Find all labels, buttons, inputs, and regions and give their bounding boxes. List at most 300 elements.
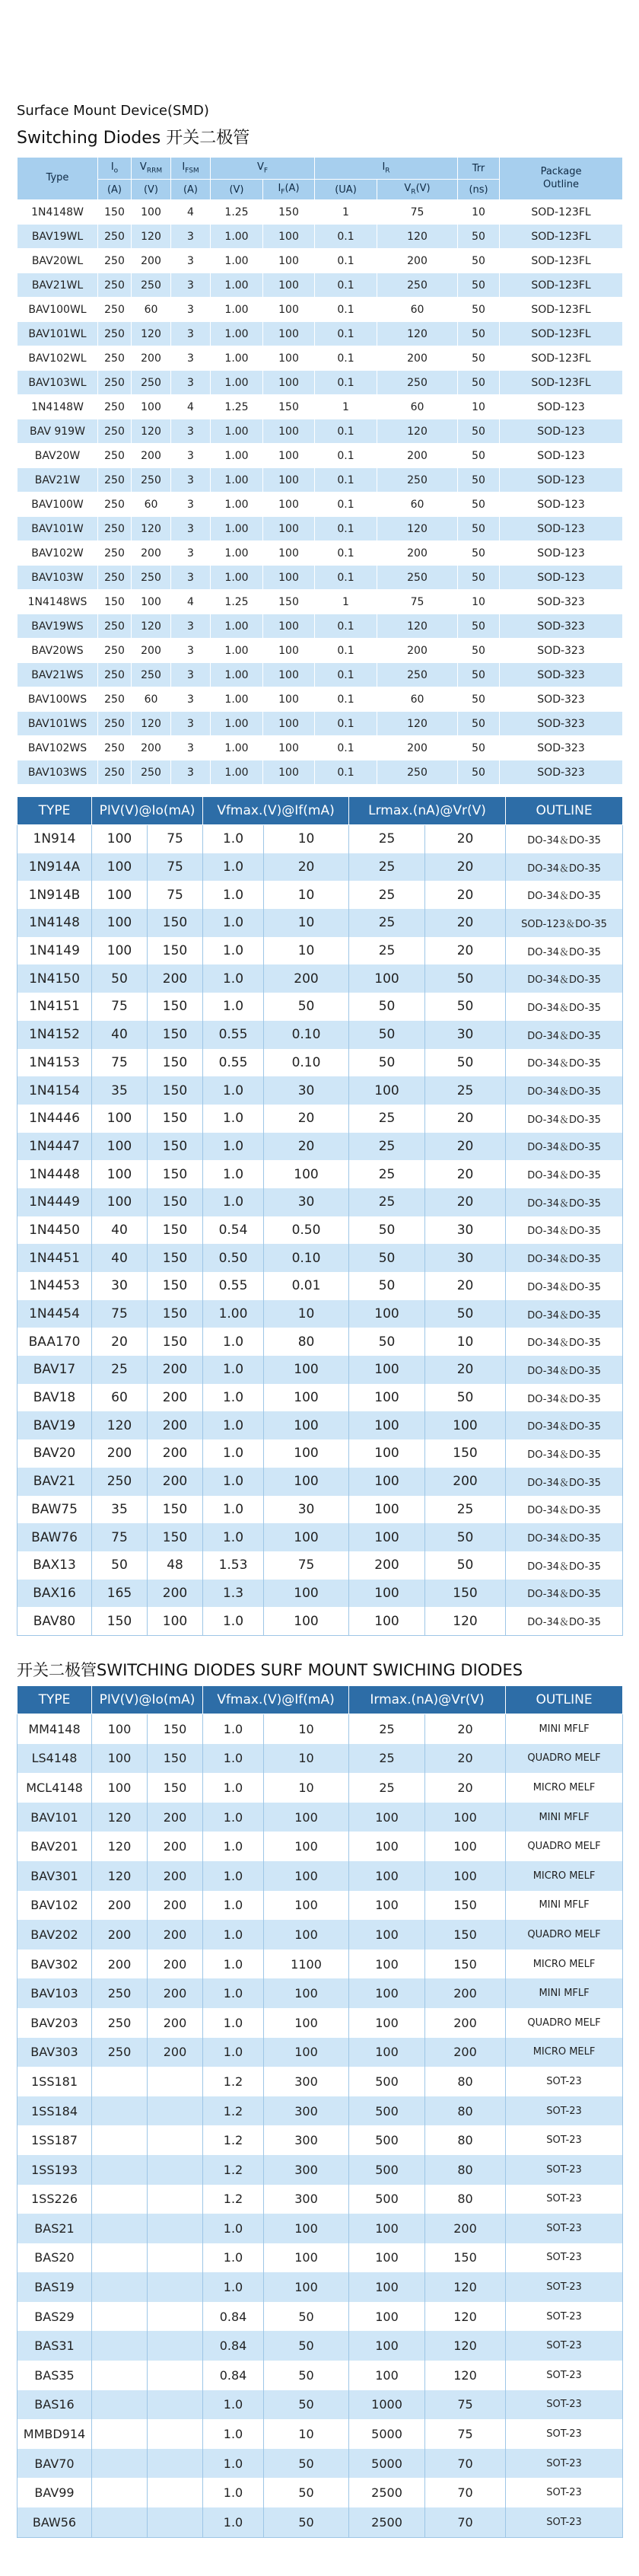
table-cell: 300 — [264, 2067, 349, 2096]
table-cell: 1.2 — [203, 2096, 264, 2126]
header-lrmax: Lrmax.(nA)@Vr(V) — [349, 797, 506, 825]
table-cell: 50 — [264, 2331, 349, 2361]
table-cell: BAV303 — [17, 2038, 92, 2067]
table-cell: 1.0 — [203, 1496, 264, 1524]
table-cell: 250 — [92, 1468, 148, 1496]
table-cell: 100 — [349, 1496, 425, 1524]
table-row — [17, 2008, 623, 2038]
table-cell: 200 — [377, 249, 458, 273]
table-cell: 120 — [377, 712, 458, 736]
table-cell: 1.0 — [203, 993, 264, 1021]
smd-title: Switching Diodes 开关二极管 — [17, 129, 250, 148]
table-cell: 10 — [264, 1300, 349, 1328]
table-cell: 120 — [92, 1861, 148, 1891]
table-row — [17, 1861, 623, 1891]
table-row — [17, 1803, 623, 1832]
table-cell: BAV21 — [17, 1468, 92, 1496]
table-cell: 250 — [98, 322, 132, 346]
table-cell: 0.84 — [203, 2361, 264, 2390]
table-cell: 1.0 — [203, 1832, 264, 1861]
table-row — [17, 825, 623, 853]
table-cell: 10 — [458, 395, 500, 419]
table-row — [17, 1439, 623, 1468]
table-cell: BAV21WS — [17, 663, 98, 687]
table-cell: 100 — [349, 2361, 425, 2390]
table-cell: 10 — [264, 825, 349, 853]
table-cell: 150 — [148, 1188, 203, 1216]
table-cell: 1.0 — [203, 2449, 264, 2479]
table-cell: 100 — [349, 1832, 425, 1861]
table-cell: 50 — [458, 371, 500, 395]
table-cell: 250 — [377, 760, 458, 785]
table-row — [17, 909, 623, 937]
table-cell: 80 — [425, 2125, 506, 2155]
table-cell: 1SS184 — [17, 2096, 92, 2126]
table-row — [17, 663, 623, 687]
table-cell: 0.1 — [315, 614, 377, 639]
table-cell: 1.0 — [203, 937, 264, 965]
table-cell — [92, 2214, 148, 2243]
table-cell: 200 — [148, 1891, 203, 1921]
table-cell: 25 — [349, 853, 425, 882]
table-cell: 50 — [458, 468, 500, 493]
table-cell — [148, 2155, 203, 2185]
table-cell: SOT-23 — [506, 2302, 623, 2332]
table-cell: 0.1 — [315, 273, 377, 298]
table-cell: BAV101W — [17, 517, 98, 541]
table-cell: 1.00 — [211, 225, 263, 249]
table-cell: 1.0 — [203, 1160, 264, 1188]
smd-table-body — [17, 200, 623, 785]
table-cell: BAV302 — [17, 1950, 92, 1979]
table-cell: 1.00 — [211, 419, 263, 444]
table-cell: LS4148 — [17, 1744, 92, 1774]
table-row — [17, 687, 623, 712]
table-cell: DO-34＆DO-35 — [506, 1105, 623, 1133]
table-cell: BAV80 — [17, 1607, 92, 1635]
table-cell: 200 — [148, 1803, 203, 1832]
table-cell: 250 — [98, 760, 132, 785]
table-cell: DO-34＆DO-35 — [506, 881, 623, 909]
table-cell: 30 — [425, 1021, 506, 1049]
table-cell: 25 — [349, 909, 425, 937]
table-cell: 100 — [349, 1950, 425, 1979]
table-cell: 1.00 — [211, 298, 263, 322]
table-cell: 1.00 — [203, 1300, 264, 1328]
table-cell: 25 — [349, 1160, 425, 1188]
table-cell: 1.0 — [203, 2390, 264, 2420]
table-cell: 250 — [132, 273, 171, 298]
table-cell: SOD-123 — [500, 444, 623, 468]
table-cell: MM4148 — [17, 1714, 92, 1744]
table-cell: SOT-23 — [506, 2449, 623, 2479]
table-cell: 1SS226 — [17, 2185, 92, 2214]
table-cell — [148, 2302, 203, 2332]
table-cell: 1.25 — [211, 395, 263, 419]
table-cell: DO-34＆DO-35 — [506, 1328, 623, 1356]
table-cell: 250 — [377, 273, 458, 298]
table-cell: SOD-323 — [500, 639, 623, 663]
table-cell: 50 — [349, 1021, 425, 1049]
header-piv: PIV(V)@Io(mA) — [92, 1686, 203, 1714]
header-vrrm: $V_{RRM}$ — [132, 158, 171, 180]
header-row — [17, 797, 623, 825]
table-cell: 1.0 — [203, 1328, 264, 1356]
table-cell: 1.0 — [203, 1411, 264, 1439]
table-cell: DO-34＆DO-35 — [506, 993, 623, 1021]
table-cell: 60 — [377, 298, 458, 322]
table-cell: 3 — [171, 614, 211, 639]
table-cell: 75 — [92, 1049, 148, 1077]
table-cell: 250 — [98, 273, 132, 298]
table-cell: 200 — [148, 1978, 203, 2008]
table-cell: 1.0 — [203, 1468, 264, 1496]
table-row — [17, 1468, 623, 1496]
table-cell: 3 — [171, 371, 211, 395]
table-cell: 0.10 — [264, 1021, 349, 1049]
table-cell: SOT-23 — [506, 2507, 623, 2537]
table-cell: DO-34＆DO-35 — [506, 964, 623, 993]
table-cell: 100 — [263, 225, 315, 249]
table-cell: 1.0 — [203, 964, 264, 993]
table-cell: 200 — [377, 736, 458, 760]
table-cell: BAV 919W — [17, 419, 98, 444]
table-cell: 25 — [349, 937, 425, 965]
table-cell: BAV103WS — [17, 760, 98, 785]
table-cell: SOD-123FL — [500, 322, 623, 346]
table-cell: 20 — [425, 1160, 506, 1188]
table-cell — [92, 2390, 148, 2420]
table-cell: 500 — [349, 2067, 425, 2096]
table-cell: DO-34＆DO-35 — [506, 1049, 623, 1077]
table-cell: 100 — [132, 590, 171, 614]
surface-mount-table-body — [17, 1714, 623, 2538]
table-cell: 100 — [263, 371, 315, 395]
table-cell: MICRO MELF — [506, 1773, 623, 1803]
unit-ir: (UA) — [315, 180, 377, 200]
table-cell: 50 — [349, 993, 425, 1021]
table-row — [17, 712, 623, 736]
table-cell: 100 — [264, 1832, 349, 1861]
table-cell: BAV101 — [17, 1803, 92, 1832]
table-cell: 100 — [349, 1356, 425, 1384]
table-cell: SOD-323 — [500, 687, 623, 712]
table-cell: 250 — [377, 566, 458, 590]
table-cell: 20 — [425, 1188, 506, 1216]
table-cell: 100 — [349, 2008, 425, 2038]
table-cell: SOT-23 — [506, 2331, 623, 2361]
table-cell: 200 — [148, 1920, 203, 1950]
table-cell: 200 — [148, 1411, 203, 1439]
table-cell: 60 — [377, 395, 458, 419]
smd-switching-diodes-table — [17, 157, 623, 785]
table-cell: MINI MFLF — [506, 1891, 623, 1921]
table-cell: 500 — [349, 2185, 425, 2214]
table-cell: 200 — [425, 2214, 506, 2243]
table-cell: 70 — [425, 2449, 506, 2479]
table-cell: SOT-23 — [506, 2214, 623, 2243]
table-cell: 1N914 — [17, 825, 92, 853]
table-row — [17, 1356, 623, 1384]
table-cell: MMBD914 — [17, 2419, 92, 2449]
table-cell: 25 — [92, 1356, 148, 1384]
table-cell: SOD-323 — [500, 760, 623, 785]
table-cell: 150 — [148, 1714, 203, 1744]
table-cell: 20 — [425, 853, 506, 882]
table-cell: 100 — [264, 1803, 349, 1832]
table-row — [17, 395, 623, 419]
table-cell: 250 — [98, 346, 132, 371]
table-cell: BAV17 — [17, 1356, 92, 1384]
table-cell: 200 — [148, 1580, 203, 1608]
table-cell: 50 — [458, 566, 500, 590]
table-cell: DO-34＆DO-35 — [506, 1439, 623, 1468]
table-cell: 1N4449 — [17, 1188, 92, 1216]
table-cell: 150 — [425, 2243, 506, 2273]
table-cell: 250 — [98, 639, 132, 663]
table-cell: BAX13 — [17, 1551, 92, 1580]
table-cell: 250 — [98, 493, 132, 517]
table-cell: SOT-23 — [506, 2185, 623, 2214]
table-cell: SOT-23 — [506, 2272, 623, 2302]
table-cell: 0.1 — [315, 566, 377, 590]
table-cell: 100 — [263, 346, 315, 371]
table-cell: 1.00 — [211, 566, 263, 590]
table-cell: 100 — [92, 853, 148, 882]
table-cell — [148, 2067, 203, 2096]
table-row — [17, 1920, 623, 1950]
table-cell: 60 — [132, 493, 171, 517]
table-cell: 120 — [377, 614, 458, 639]
table-cell — [92, 2478, 148, 2507]
table-cell: 1.0 — [203, 1439, 264, 1468]
table-cell: 200 — [349, 1551, 425, 1580]
table-cell: 0.84 — [203, 2331, 264, 2361]
table-cell: 100 — [263, 760, 315, 785]
table-cell: 150 — [148, 993, 203, 1021]
table-cell: 150 — [148, 1133, 203, 1161]
table-cell: 1.2 — [203, 2185, 264, 2214]
table-cell: 20 — [264, 1105, 349, 1133]
table-cell: SOD-123 — [500, 468, 623, 493]
table-cell: 50 — [425, 1523, 506, 1551]
table-row — [17, 2096, 623, 2126]
table-cell: 100 — [263, 687, 315, 712]
table-row — [17, 493, 623, 517]
table-cell: 1N4150 — [17, 964, 92, 993]
table-cell: 100 — [425, 1411, 506, 1439]
table-cell: 50 — [349, 1216, 425, 1245]
table-cell: 1.00 — [211, 687, 263, 712]
table-cell: 100 — [263, 322, 315, 346]
table-cell: BAV203 — [17, 2008, 92, 2038]
table-cell: SOD-123FL — [500, 346, 623, 371]
surface-mount-switching-diodes-table — [17, 1685, 623, 2538]
table-cell: 100 — [264, 1891, 349, 1921]
table-cell: 3 — [171, 566, 211, 590]
table-cell: 120 — [425, 2331, 506, 2361]
table-cell: 1N4148WS — [17, 590, 98, 614]
table-cell: 3 — [171, 273, 211, 298]
table-cell: 0.1 — [315, 225, 377, 249]
table-cell: 3 — [171, 736, 211, 760]
table-cell: 100 — [263, 736, 315, 760]
table-cell: 500 — [349, 2155, 425, 2185]
table-cell: 1.0 — [203, 2243, 264, 2273]
table-cell: 50 — [425, 1300, 506, 1328]
table-cell: 200 — [92, 1891, 148, 1921]
header-row — [17, 158, 623, 180]
table-cell: 3 — [171, 517, 211, 541]
table-cell: 30 — [92, 1272, 148, 1300]
table-cell: BAV19 — [17, 1411, 92, 1439]
table-cell: 1.00 — [211, 712, 263, 736]
table-cell: 1N4149 — [17, 937, 92, 965]
table-cell: 120 — [132, 712, 171, 736]
unit-if: $I_F(A)$ — [263, 180, 315, 200]
table-cell: 100 — [349, 1891, 425, 1921]
table-cell: BAW76 — [17, 1523, 92, 1551]
table-row — [17, 1049, 623, 1077]
table-cell: 150 — [98, 590, 132, 614]
table-cell: 100 — [264, 1920, 349, 1950]
table-row — [17, 2507, 623, 2537]
table-cell — [148, 2449, 203, 2479]
table-cell — [92, 2507, 148, 2537]
table-cell: 150 — [263, 590, 315, 614]
table-cell: DO-34＆DO-35 — [506, 1244, 623, 1272]
table-cell: 1SS193 — [17, 2155, 92, 2185]
table-cell — [92, 2185, 148, 2214]
table-cell: 1N4450 — [17, 1216, 92, 1245]
table-cell: 120 — [132, 419, 171, 444]
table-cell: 100 — [425, 1832, 506, 1861]
table-cell: 10 — [264, 1744, 349, 1774]
table-cell: 250 — [98, 517, 132, 541]
table-cell: 50 — [458, 541, 500, 566]
table-cell: 1SS187 — [17, 2125, 92, 2155]
table-cell: 20 — [264, 1133, 349, 1161]
table-cell: 1N4148W — [17, 395, 98, 419]
table-row — [17, 2125, 623, 2155]
table-cell — [148, 2214, 203, 2243]
table-cell: 50 — [264, 2302, 349, 2332]
table-cell: 20 — [425, 1133, 506, 1161]
table-cell: 1.0 — [203, 1773, 264, 1803]
table-cell: 30 — [264, 1188, 349, 1216]
table-cell: 75 — [264, 1551, 349, 1580]
table-cell: 1.0 — [203, 2038, 264, 2067]
table-cell: 200 — [377, 541, 458, 566]
table-cell: 30 — [264, 1076, 349, 1105]
table-cell: 100 — [264, 2243, 349, 2273]
table-cell: 1.00 — [211, 736, 263, 760]
table-row — [17, 1496, 623, 1524]
table-cell: 100 — [264, 2008, 349, 2038]
table-row — [17, 2331, 623, 2361]
table-cell: BAA170 — [17, 1328, 92, 1356]
table-cell: 100 — [263, 493, 315, 517]
table-row — [17, 2361, 623, 2390]
table-cell: 150 — [425, 1950, 506, 1979]
table-cell: 3 — [171, 712, 211, 736]
table-cell: DO-34＆DO-35 — [506, 1551, 623, 1580]
table-row — [17, 200, 623, 225]
table-cell: 4 — [171, 590, 211, 614]
table-cell: BAW56 — [17, 2507, 92, 2537]
table-row — [17, 1411, 623, 1439]
table-cell: 200 — [148, 1384, 203, 1412]
table-cell: 250 — [98, 225, 132, 249]
table-cell: 120 — [377, 517, 458, 541]
table-row — [17, 993, 623, 1021]
table-cell: 0.55 — [203, 1021, 264, 1049]
table-cell: 1.0 — [203, 1523, 264, 1551]
table-cell: 5000 — [349, 2419, 425, 2449]
table-cell: 100 — [92, 937, 148, 965]
table-cell: 100 — [349, 2038, 425, 2067]
table-cell: 1.0 — [203, 1105, 264, 1133]
table-cell: 120 — [132, 225, 171, 249]
table-cell: 1.2 — [203, 2155, 264, 2185]
table-cell: SOD-123 — [500, 395, 623, 419]
table-cell — [92, 2125, 148, 2155]
table-row — [17, 2302, 623, 2332]
table-cell: 25 — [425, 1496, 506, 1524]
table-cell: 165 — [92, 1580, 148, 1608]
table-cell: 10 — [264, 937, 349, 965]
table-cell: 100 — [263, 298, 315, 322]
table-cell: SOT-23 — [506, 2155, 623, 2185]
table-cell: 3 — [171, 493, 211, 517]
table-cell: 300 — [264, 2125, 349, 2155]
table-cell: 100 — [425, 1861, 506, 1891]
table-cell: 50 — [458, 517, 500, 541]
table-cell: 1.0 — [203, 1950, 264, 1979]
table-cell — [92, 2243, 148, 2273]
header-vfmax: Vfmax.(V)@If(mA) — [203, 1686, 349, 1714]
table-cell: 150 — [148, 1272, 203, 1300]
table-cell: SOT-23 — [506, 2243, 623, 2273]
table-cell: 1N4152 — [17, 1021, 92, 1049]
table-cell: 1.0 — [203, 1861, 264, 1891]
table-row — [17, 1580, 623, 1608]
table-cell: 100 — [264, 1411, 349, 1439]
table-cell: SOD-123 — [500, 541, 623, 566]
table-cell: 25 — [349, 1188, 425, 1216]
table-cell — [148, 2390, 203, 2420]
table-cell: 150 — [148, 909, 203, 937]
table-cell: BAV103W — [17, 566, 98, 590]
table-cell: 200 — [148, 1950, 203, 1979]
table-cell: 1N4151 — [17, 993, 92, 1021]
table-cell: 200 — [132, 249, 171, 273]
table-cell: 100 — [349, 1920, 425, 1950]
table-cell: 50 — [458, 614, 500, 639]
table-cell: 0.1 — [315, 346, 377, 371]
table-cell: SOD-123FL — [500, 200, 623, 225]
table-cell: 1 — [315, 590, 377, 614]
table-cell: 80 — [425, 2185, 506, 2214]
table-cell: DO-34＆DO-35 — [506, 1523, 623, 1551]
table-cell: 100 — [349, 1523, 425, 1551]
table-cell: QUADRO MELF — [506, 1744, 623, 1774]
table-cell — [148, 2243, 203, 2273]
table-cell: 200 — [92, 1950, 148, 1979]
table-cell: 0.1 — [315, 298, 377, 322]
table-cell: SOD-323 — [500, 736, 623, 760]
table-cell: 200 — [425, 1468, 506, 1496]
